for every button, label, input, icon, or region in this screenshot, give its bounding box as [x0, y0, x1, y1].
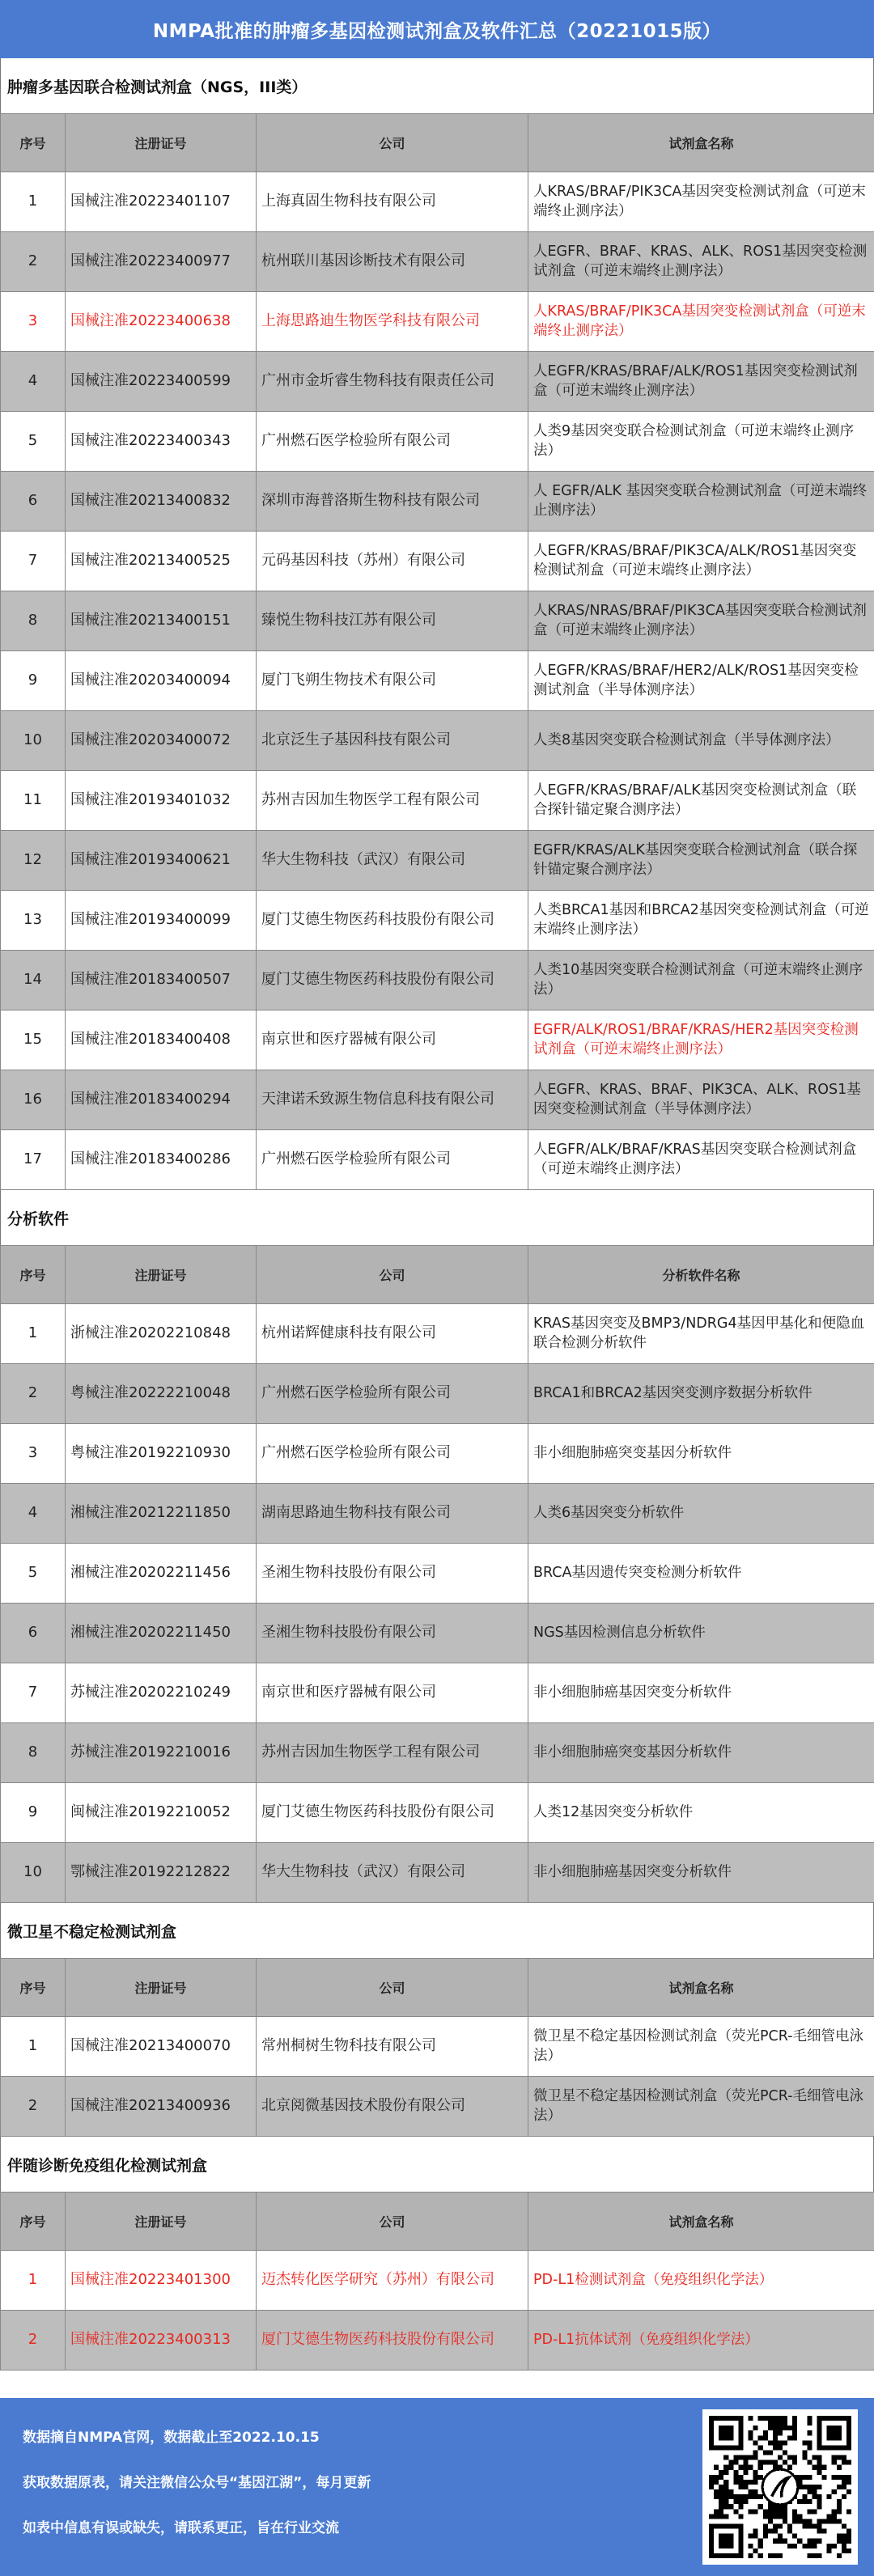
row-index: 8	[1, 591, 66, 651]
row-index: 3	[1, 1424, 66, 1484]
row-index: 7	[1, 532, 66, 591]
company-name: 南京世和医疗器械有限公司	[257, 1663, 528, 1723]
table-header-row	[1, 1959, 874, 2017]
registration-number: 国械注准20223400638	[66, 292, 257, 352]
row-index: 3	[1, 292, 66, 352]
company-name: 厦门艾德生物医药科技股份有限公司	[257, 2311, 528, 2371]
registration-number: 国械注准20203400072	[66, 711, 257, 771]
row-index: 9	[1, 651, 66, 711]
product-name: NGS基因检测信息分析软件	[528, 1604, 874, 1663]
registration-number: 国械注准20223400977	[66, 232, 257, 292]
table-row	[1, 1424, 874, 1484]
table-row	[1, 292, 874, 352]
product-name: 人EGFR、BRAF、KRAS、ALK、ROS1基因突变检测试剂盒（可逆末端终止测序法）	[528, 232, 874, 292]
company-name: 圣湘生物科技股份有限公司	[257, 1544, 528, 1604]
table-row	[1, 2311, 874, 2371]
row-index: 4	[1, 352, 66, 412]
company-name: 天津诺禾致源生物信息科技有限公司	[257, 1070, 528, 1130]
footer	[0, 2398, 874, 2576]
registration-number: 国械注准20213400070	[66, 2017, 257, 2077]
row-index: 2	[1, 2311, 66, 2371]
registration-number: 苏械注准20192210016	[66, 1723, 257, 1783]
row-index: 12	[1, 831, 66, 891]
registration-number: 国械注准20193400099	[66, 891, 257, 951]
product-name: 非小细胞肺癌基因突变分析软件	[528, 1663, 874, 1723]
table-row	[1, 831, 874, 891]
company-name: 华大生物科技（武汉）有限公司	[257, 831, 528, 891]
registration-number: 国械注准20223400599	[66, 352, 257, 412]
row-index: 13	[1, 891, 66, 951]
registration-number: 浙械注准20202210848	[66, 1304, 257, 1364]
product-name: 人KRAS/BRAF/PIK3CA基因突变检测试剂盒（可逆末端终止测序法）	[528, 172, 874, 232]
row-index: 9	[1, 1783, 66, 1843]
registration-number: 湘械注准20212211850	[66, 1484, 257, 1544]
table-row	[1, 2251, 874, 2311]
table-row	[1, 1304, 874, 1364]
registration-number: 国械注准20213400832	[66, 472, 257, 532]
company-name: 广州燃石医学检验所有限公司	[257, 412, 528, 472]
company-name: 广州燃石医学检验所有限公司	[257, 1424, 528, 1484]
table-row	[1, 232, 874, 292]
company-name: 苏州吉因加生物医学工程有限公司	[257, 1723, 528, 1783]
data-table	[0, 2192, 874, 2371]
column-header: 注册证号	[66, 1246, 257, 1304]
table-row	[1, 2077, 874, 2137]
table-row	[1, 1843, 874, 1903]
company-name: 苏州吉因加生物医学工程有限公司	[257, 771, 528, 831]
company-name: 厦门艾德生物医药科技股份有限公司	[257, 1783, 528, 1843]
data-table	[0, 113, 874, 1190]
product-name: 人EGFR/KRAS/BRAF/ALK/ROS1基因突变检测试剂盒（可逆末端终止测序法）	[528, 352, 874, 412]
column-header: 分析软件名称	[528, 1246, 874, 1304]
registration-number: 国械注准20223401107	[66, 172, 257, 232]
registration-number: 国械注准20213400151	[66, 591, 257, 651]
row-index: 11	[1, 771, 66, 831]
section-title: 伴随诊断免疫组化检测试剂盒	[0, 2137, 874, 2192]
product-name: 人类10基因突变联合检测试剂盒（可逆末端终止测序法）	[528, 951, 874, 1010]
product-name: BRCA1和BRCA2基因突变测序数据分析软件	[528, 1364, 874, 1424]
product-name: 非小细胞肺癌基因突变分析软件	[528, 1843, 874, 1903]
product-name: 非小细胞肺癌突变基因分析软件	[528, 1424, 874, 1484]
row-index: 15	[1, 1010, 66, 1070]
table-row	[1, 1544, 874, 1604]
row-index: 2	[1, 1364, 66, 1424]
registration-number: 国械注准20213400936	[66, 2077, 257, 2137]
table-row	[1, 1130, 874, 1190]
product-name: EGFR/ALK/ROS1/BRAF/KRAS/HER2基因突变检测试剂盒（可逆末端终止测序法）	[528, 1010, 874, 1070]
registration-number: 国械注准20183400286	[66, 1130, 257, 1190]
product-name: 人类12基因突变分析软件	[528, 1783, 874, 1843]
company-name: 广州燃石医学检验所有限公司	[257, 1130, 528, 1190]
registration-number: 湘械注准20202211450	[66, 1604, 257, 1663]
product-name: PD-L1抗体试剂（免疫组织化学法）	[528, 2311, 874, 2371]
section-title: 微卫星不稳定检测试剂盒	[0, 1903, 874, 1958]
table-row	[1, 412, 874, 472]
column-header: 试剂盒名称	[528, 114, 874, 172]
product-name: 人EGFR、KRAS、BRAF、PIK3CA、ALK、ROS1基因突变检测试剂盒（半导体测序法）	[528, 1070, 874, 1130]
company-name: 广州燃石医学检验所有限公司	[257, 1364, 528, 1424]
product-name: 微卫星不稳定基因检测试剂盒（荧光PCR-毛细管电泳法）	[528, 2017, 874, 2077]
row-index: 7	[1, 1663, 66, 1723]
row-index: 16	[1, 1070, 66, 1130]
section-title: 分析软件	[0, 1190, 874, 1245]
registration-number: 国械注准20183400294	[66, 1070, 257, 1130]
data-table	[0, 1245, 874, 1903]
qr-code-icon	[702, 2409, 858, 2565]
sections-container	[0, 58, 874, 2371]
registration-number: 国械注准20193401032	[66, 771, 257, 831]
column-header: 序号	[1, 2193, 66, 2251]
table-row	[1, 172, 874, 232]
column-header: 试剂盒名称	[528, 2193, 874, 2251]
row-index: 6	[1, 1604, 66, 1663]
column-header: 试剂盒名称	[528, 1959, 874, 2017]
table-row	[1, 711, 874, 771]
product-name: PD-L1检测试剂盒（免疫组织化学法）	[528, 2251, 874, 2311]
footer-wechat-note: 获取数据原表，请关注微信公众号“基因江湖”，每月更新	[23, 2475, 371, 2491]
table-row	[1, 1484, 874, 1544]
row-index: 1	[1, 1304, 66, 1364]
table-row	[1, 352, 874, 412]
company-name: 厦门艾德生物医药科技股份有限公司	[257, 951, 528, 1010]
column-header: 注册证号	[66, 114, 257, 172]
company-name: 迈杰转化医学研究（苏州）有限公司	[257, 2251, 528, 2311]
product-name: 微卫星不稳定基因检测试剂盒（荧光PCR-毛细管电泳法）	[528, 2077, 874, 2137]
table-header-row	[1, 2193, 874, 2251]
table-row	[1, 1364, 874, 1424]
product-name: 人EGFR/KRAS/BRAF/PIK3CA/ALK/ROS1基因突变检测试剂盒（可逆末端终止测序法）	[528, 532, 874, 591]
row-index: 14	[1, 951, 66, 1010]
column-header: 公司	[257, 1959, 528, 2017]
row-index: 5	[1, 1544, 66, 1604]
row-index: 10	[1, 711, 66, 771]
table-row	[1, 951, 874, 1010]
row-index: 17	[1, 1130, 66, 1190]
company-name: 厦门艾德生物医药科技股份有限公司	[257, 891, 528, 951]
section-title: 肿瘤多基因联合检测试剂盒（NGS，III类）	[0, 58, 874, 113]
company-name: 上海思路迪生物医学科技有限公司	[257, 292, 528, 352]
company-name: 深圳市海普洛斯生物科技有限公司	[257, 472, 528, 532]
registration-number: 国械注准20223400313	[66, 2311, 257, 2371]
registration-number: 鄂械注准20192212822	[66, 1843, 257, 1903]
product-name: 人类6基因突变分析软件	[528, 1484, 874, 1544]
product-name: 人类8基因突变联合检测试剂盒（半导体测序法）	[528, 711, 874, 771]
row-index: 1	[1, 172, 66, 232]
product-name: 人类BRCA1基因和BRCA2基因突变检测试剂盒（可逆末端终止测序法）	[528, 891, 874, 951]
product-name: 非小细胞肺癌突变基因分析软件	[528, 1723, 874, 1783]
row-index: 10	[1, 1843, 66, 1903]
table-row	[1, 1604, 874, 1663]
column-header: 序号	[1, 114, 66, 172]
company-name: 华大生物科技（武汉）有限公司	[257, 1843, 528, 1903]
table-row	[1, 1010, 874, 1070]
table-row	[1, 651, 874, 711]
company-name: 元码基因科技（苏州）有限公司	[257, 532, 528, 591]
table-row	[1, 1663, 874, 1723]
table-row	[1, 1783, 874, 1843]
company-name: 臻悦生物科技江苏有限公司	[257, 591, 528, 651]
footer-source-note: 数据摘自NMPA官网，数据截止至2022.10.15	[23, 2430, 320, 2446]
product-name: 人EGFR/KRAS/BRAF/HER2/ALK/ROS1基因突变检测试剂盒（半导体测序法）	[528, 651, 874, 711]
data-table	[0, 1958, 874, 2137]
row-index: 8	[1, 1723, 66, 1783]
table-header-row	[1, 1246, 874, 1304]
column-header: 序号	[1, 1246, 66, 1304]
product-name: EGFR/KRAS/ALK基因突变联合检测试剂盒（联合探针锚定聚合测序法）	[528, 831, 874, 891]
registration-number: 粤械注准20222210048	[66, 1364, 257, 1424]
row-index: 2	[1, 232, 66, 292]
table-row	[1, 591, 874, 651]
product-name: BRCA基因遗传突变检测分析软件	[528, 1544, 874, 1604]
registration-number: 粤械注准20192210930	[66, 1424, 257, 1484]
column-header: 注册证号	[66, 1959, 257, 2017]
registration-number: 国械注准20223400343	[66, 412, 257, 472]
company-name: 常州桐树生物科技有限公司	[257, 2017, 528, 2077]
column-header: 公司	[257, 2193, 528, 2251]
row-index: 5	[1, 412, 66, 472]
table-row	[1, 1070, 874, 1130]
footer-contact-note: 如表中信息有误或缺失，请联系更正，旨在行业交流	[23, 2520, 339, 2536]
company-name: 北京阅微基因技术股份有限公司	[257, 2077, 528, 2137]
row-index: 6	[1, 472, 66, 532]
product-name: 人KRAS/NRAS/BRAF/PIK3CA基因突变联合检测试剂盒（可逆末端终止测序法）	[528, 591, 874, 651]
table-row	[1, 771, 874, 831]
product-name: 人EGFR/KRAS/BRAF/ALK基因突变检测试剂盒（联合探针锚定聚合测序法）	[528, 771, 874, 831]
product-name: KRAS基因突变及BMP3/NDRG4基因甲基化和便隐血联合检测分析软件	[528, 1304, 874, 1364]
row-index: 1	[1, 2251, 66, 2311]
company-name: 南京世和医疗器械有限公司	[257, 1010, 528, 1070]
company-name: 北京泛生子基因科技有限公司	[257, 711, 528, 771]
table-row	[1, 1723, 874, 1783]
registration-number: 国械注准20223401300	[66, 2251, 257, 2311]
company-name: 厦门飞朔生物技术有限公司	[257, 651, 528, 711]
product-name: 人 EGFR/ALK 基因突变联合检测试剂盒（可逆末端终止测序法）	[528, 472, 874, 532]
row-index: 2	[1, 2077, 66, 2137]
column-header: 公司	[257, 1246, 528, 1304]
column-header: 序号	[1, 1959, 66, 2017]
page-title: NMPA批准的肿瘤多基因检测试剂盒及软件汇总（20221015版）	[0, 0, 874, 58]
registration-number: 国械注准20193400621	[66, 831, 257, 891]
product-name: 人EGFR/ALK/BRAF/KRAS基因突变联合检测试剂盒（可逆末端终止测序法）	[528, 1130, 874, 1190]
product-name: 人KRAS/BRAF/PIK3CA基因突变检测试剂盒（可逆末端终止测序法）	[528, 292, 874, 352]
table-row	[1, 472, 874, 532]
column-header: 公司	[257, 114, 528, 172]
registration-number: 国械注准20213400525	[66, 532, 257, 591]
registration-number: 湘械注准20202211456	[66, 1544, 257, 1604]
company-name: 广州市金圻睿生物科技有限责任公司	[257, 352, 528, 412]
table-row	[1, 532, 874, 591]
registration-number: 苏械注准20202210249	[66, 1663, 257, 1723]
company-name: 杭州诺辉健康科技有限公司	[257, 1304, 528, 1364]
table-header-row	[1, 114, 874, 172]
column-header: 注册证号	[66, 2193, 257, 2251]
table-row	[1, 2017, 874, 2077]
row-index: 1	[1, 2017, 66, 2077]
company-name: 上海真固生物科技有限公司	[257, 172, 528, 232]
company-name: 杭州联川基因诊断技术有限公司	[257, 232, 528, 292]
company-name: 湖南思路迪生物科技有限公司	[257, 1484, 528, 1544]
registration-number: 闽械注准20192210052	[66, 1783, 257, 1843]
registration-number: 国械注准20183400507	[66, 951, 257, 1010]
product-name: 人类9基因突变联合检测试剂盒（可逆末端终止测序法）	[528, 412, 874, 472]
table-row	[1, 891, 874, 951]
registration-number: 国械注准20203400094	[66, 651, 257, 711]
registration-number: 国械注准20183400408	[66, 1010, 257, 1070]
company-name: 圣湘生物科技股份有限公司	[257, 1604, 528, 1663]
row-index: 4	[1, 1484, 66, 1544]
